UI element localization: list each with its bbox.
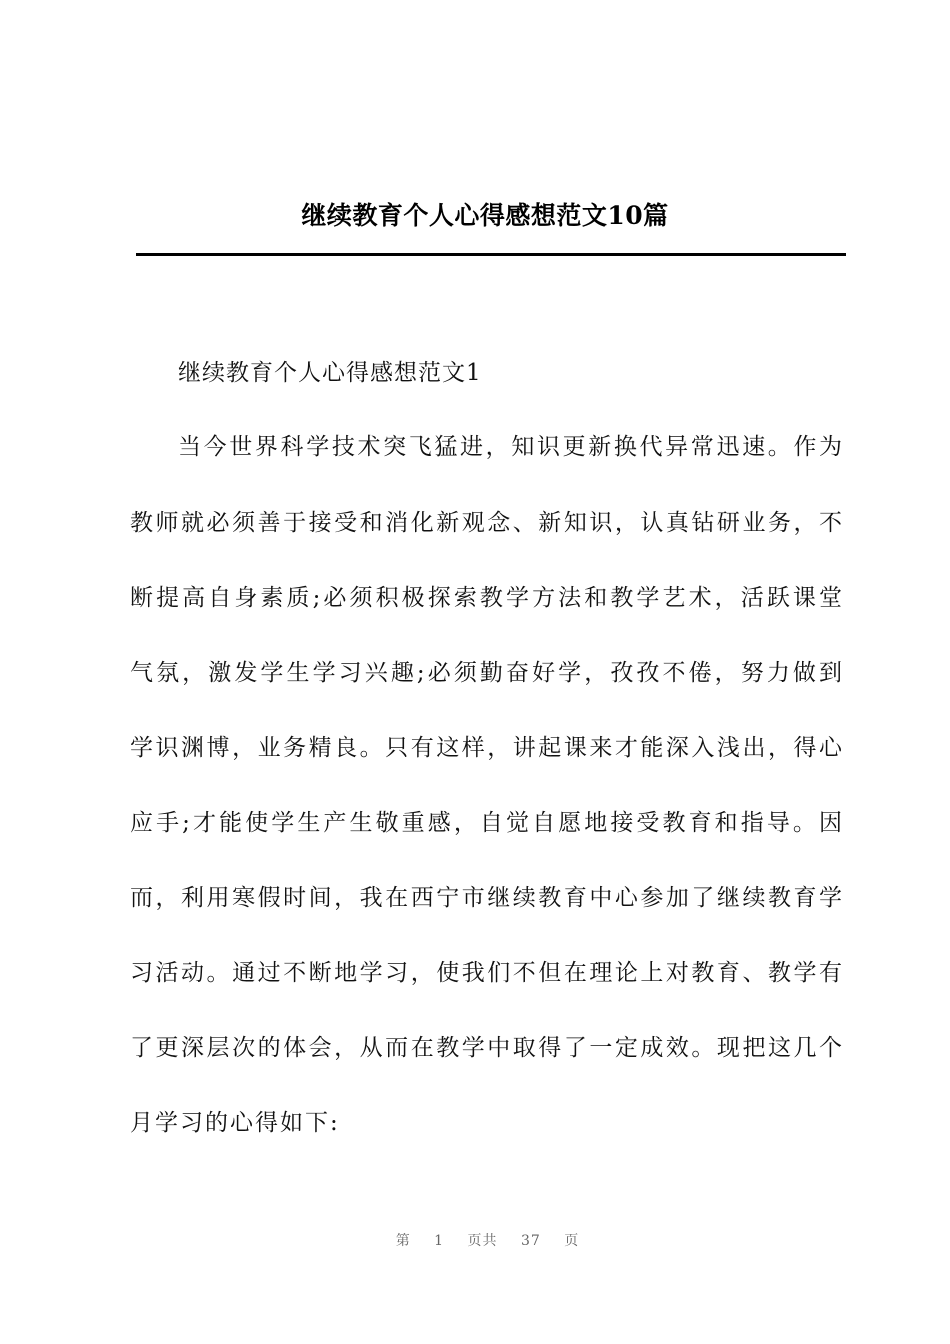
footer-middle: 页共 [467,1233,498,1249]
paragraph-line: 教师就必须善于接受和消化新观念、新知识，认真钻研业务，不 [130,510,842,536]
title-divider [136,253,846,256]
paragraph-line: 应手;才能使学生产生敬重感，自觉自愿地接受教育和指导。因 [130,810,842,836]
paragraph-line: 当今世界科学技术突飞猛进，知识更新换代异常迅速。作为 [178,434,842,460]
paragraph-line: 了更深层次的体会，从而在教学中取得了一定成效。现把这几个 [130,1035,842,1061]
paragraph-line: 气氛，激发学生学习兴趣;必须勤奋好学，孜孜不倦，努力做到 [130,660,842,686]
page-footer [0,1230,950,1250]
paragraph-line: 断提高自身素质;必须积极探索教学方法和教学艺术，活跃课堂 [130,585,842,611]
footer-suffix: 页 [564,1233,580,1249]
paragraph-line: 而，利用寒假时间，我在西宁市继续教育中心参加了继续教育学 [130,885,842,911]
section-heading: 继续教育个人心得感想范文1 [178,360,482,386]
paragraph-line: 习活动。通过不断地学习，使我们不但在理论上对教育、教学有 [130,960,842,986]
footer-page-number: 1 [434,1233,445,1249]
paragraph-line: 学识渊博，业务精良。只有这样，讲起课来才能深入浅出，得心 [130,735,842,761]
document-title: 继续教育个人心得感想范文10篇 [301,201,669,230]
paragraph-line: 月学习的心得如下: [130,1110,340,1136]
footer-prefix: 第 [395,1233,411,1249]
footer-total-pages: 37 [521,1233,541,1249]
